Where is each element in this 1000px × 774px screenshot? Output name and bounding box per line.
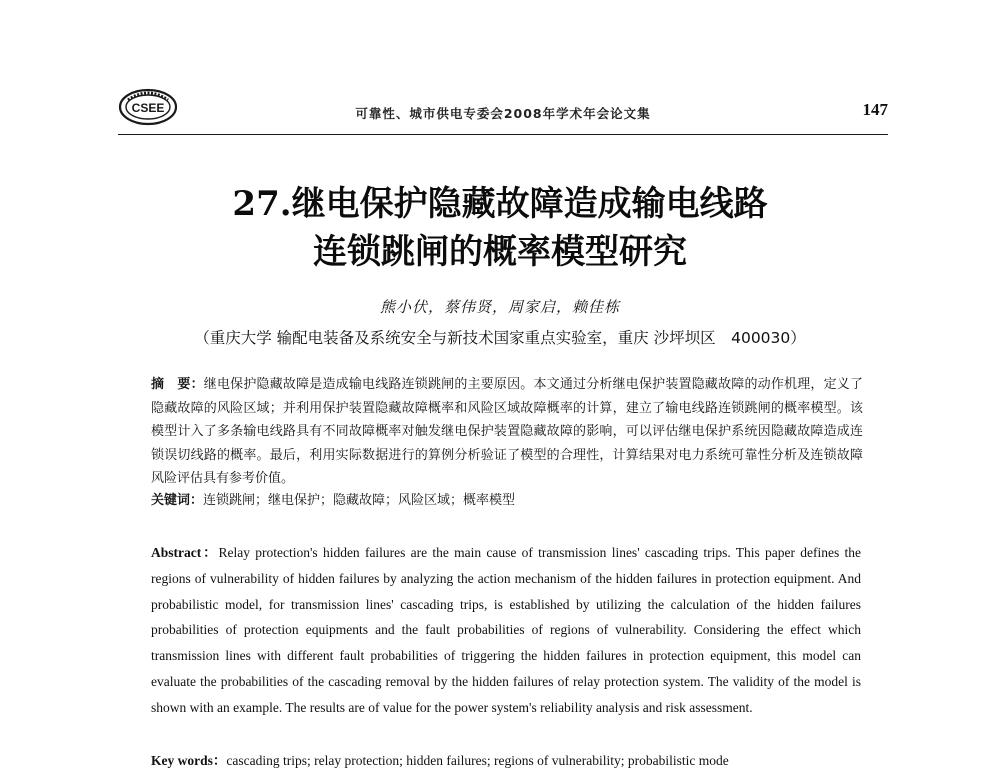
abstract-cn-text: 继电保护隐藏故障是造成输电线路连锁跳闸的主要原因。本文通过分析继电保护装置隐藏故障的动作机理，定义了隐藏故障的风险区域；并利用保护装置隐藏故障概率和风险区域故障概率的计算，建立了输电线路连锁跳闸的概率模型。该模型计入了多条输电线路具有不同故障概率对触发继电保护装置隐藏故障的影响，可以评估继电保护系统因隐藏故障造成连锁误切线路的概率。最后，利用实际数据进行的算例分析验证了模型的合理性，计算结果对电力系统可靠性分析及连锁故障风险评估具有参考价值。 [151,377,863,487]
title-line-1: 27.继电保护隐藏故障造成输电线路 [232,184,768,224]
abstract-cn [151,373,863,491]
keywords-cn [151,489,863,513]
keywords-en-text: cascading trips; relay protection; hidden failures; regions of vulnerability; probabilistic mode [226,753,729,768]
logo-text: CSEE [131,101,165,115]
keywords-en [151,748,861,768]
abstract-en-text: Relay protection's hidden failures are the main cause of transmission lines' cascading trips. This paper defines the regions of vulnerability of hidden failures by analyzing the action mechanism of the hidden failures in protection equipment. And probabilistic model, for transmission lines' cascading trips, is established by utilizing the calculation of the hidden failures probabilities of protection equipments and the fault probabilities of regions of vulnerability. Considering the effect which transmission lines with different fault probabilities of triggering the hidden failures in protection equipment, this model can evaluate the probabilities of the cascading removal by the hidden failures of relay protection system. The validity of the model is shown with an example. The results are of value for the power system's reliability analysis and risk assessment. [151,545,861,715]
page-number: 147 [862,100,888,119]
abstract-en-label: Abstract： [151,545,219,560]
abstract-en [151,540,861,721]
keywords-cn-label: 关键词： [151,493,204,508]
authors: 熊小伏，蔡伟贤，周家启，赖佳栋 [379,298,620,316]
affiliation: （重庆大学 输配电装备及系统安全与新技术国家重点实验室，重庆 沙坪坝区 400030） [194,329,806,347]
keywords-en-label: Key words： [151,753,227,768]
keywords-cn-text: 连锁跳闸；继电保护；隐藏故障；风险区域；概率模型 [203,493,516,508]
journal-title: 可靠性、城市供电专委会2008年学术年会论文集 [355,106,651,121]
abstract-cn-label: 摘 要： [151,377,204,392]
header-rule [118,134,888,135]
paper-title [100,180,900,276]
running-header [118,88,888,134]
title-line-2: 连锁跳闸的概率模型研究 [313,232,687,272]
